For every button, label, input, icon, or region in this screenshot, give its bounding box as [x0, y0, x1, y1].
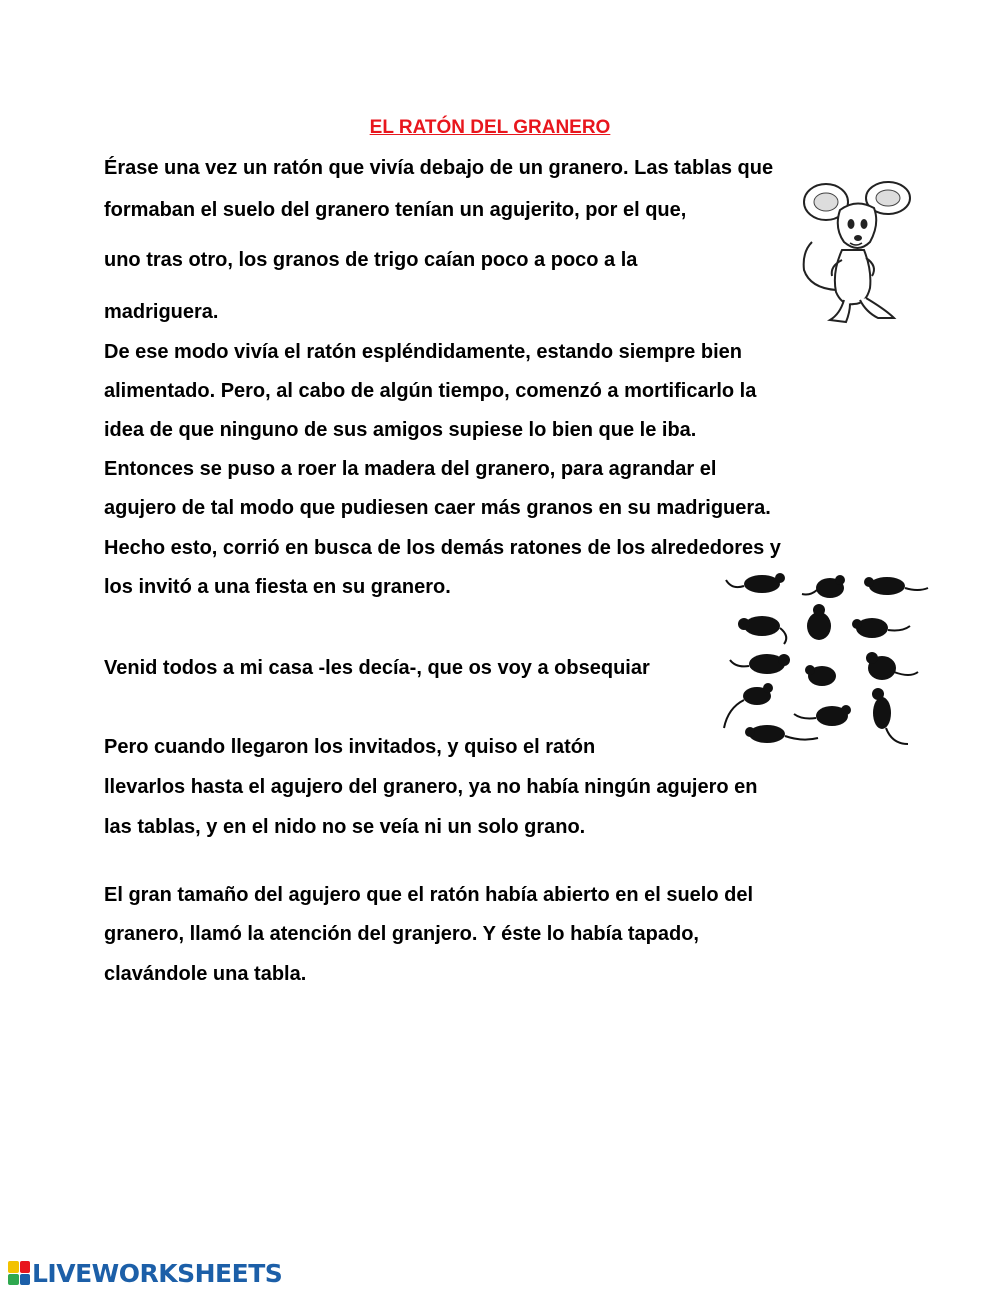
- liveworksheets-logo-icon: [8, 1261, 30, 1285]
- story-line: idea de que ninguno de sus amigos supiese lo bien que le iba.: [104, 419, 697, 441]
- story-line: uno tras otro, los granos de trigo caían poco a poco a la: [104, 249, 638, 271]
- rat-silhouettes-illustration: [722, 568, 932, 753]
- story-line: formaban el suelo del granero tenían un agujerito, por el que,: [104, 199, 687, 221]
- story-line: Venid todos a mi casa -les decía-, que os voy a obsequiar: [104, 657, 650, 679]
- story-line: Pero cuando llegaron los invitados, y quiso el ratón: [104, 736, 596, 758]
- story-line: Érase una vez un ratón que vivía debajo de un granero. Las tablas que: [104, 157, 774, 179]
- story-line: clavándole una tabla.: [104, 963, 307, 985]
- story-line: De ese modo vivía el ratón espléndidamente, estando siempre bien: [104, 341, 742, 363]
- story-line: llevarlos hasta el agujero del granero, ya no había ningún agujero en: [104, 776, 758, 798]
- story-line: agujero de tal modo que pudiesen caer más granos en su madriguera.: [104, 497, 771, 519]
- story-line: alimentado. Pero, al cabo de algún tiempo, comenzó a mortificarlo la: [104, 380, 757, 402]
- story-line: los invitó a una fiesta en su granero.: [104, 576, 451, 598]
- liveworksheets-logo: [8, 1258, 282, 1288]
- story-line: las tablas, y en el nido no se veía ni un solo grano.: [104, 816, 586, 838]
- story-line: madriguera.: [104, 301, 219, 323]
- story-line: granero, llamó la atención del granjero. Y éste lo había tapado,: [104, 923, 699, 945]
- cartoon-mouse-illustration: [796, 180, 922, 328]
- liveworksheets-logo-text: LIVEWORKSHEETS: [32, 1258, 283, 1288]
- story-line: Entonces se puso a roer la madera del granero, para agrandar el: [104, 458, 717, 480]
- story-line: Hecho esto, corrió en busca de los demás ratones de los alrededores y: [104, 537, 781, 559]
- document-title: EL RATÓN DEL GRANERO: [369, 117, 611, 138]
- story-line: El gran tamaño del agujero que el ratón había abierto en el suelo del: [104, 884, 754, 906]
